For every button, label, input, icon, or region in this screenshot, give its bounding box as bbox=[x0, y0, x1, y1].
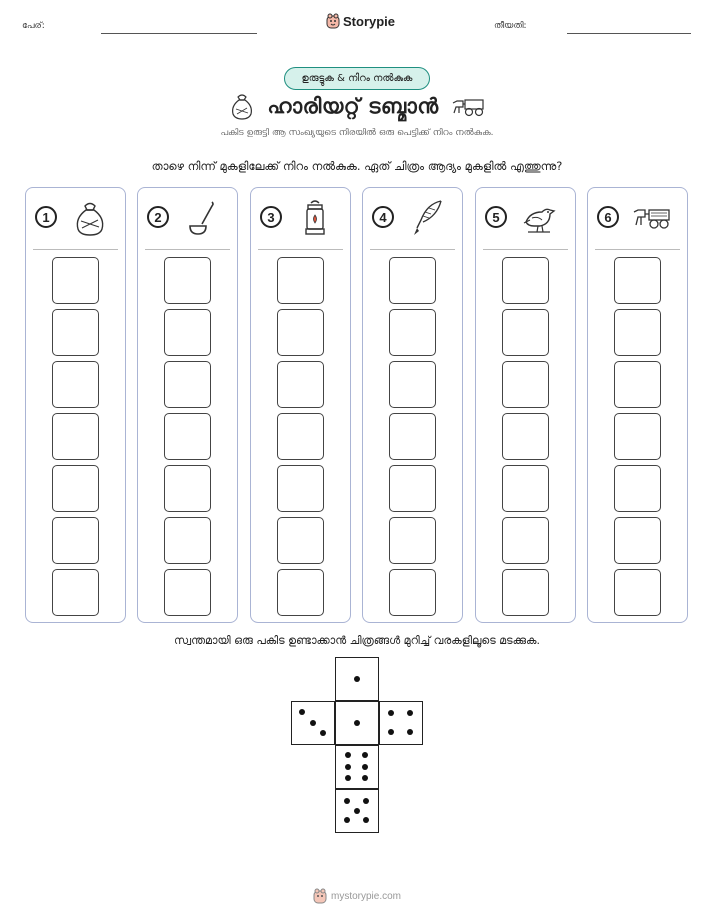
footer-url[interactable]: mystorypie.com bbox=[330, 890, 401, 902]
column-divider bbox=[145, 249, 230, 250]
column-2 bbox=[137, 187, 238, 623]
color-box[interactable] bbox=[389, 361, 436, 408]
die-pip bbox=[362, 764, 368, 770]
column-5 bbox=[475, 187, 576, 623]
die-pip bbox=[344, 817, 350, 823]
column-divider bbox=[483, 249, 568, 250]
color-box[interactable] bbox=[164, 569, 211, 616]
die-face-1[interactable] bbox=[335, 657, 379, 701]
quill-icon bbox=[407, 198, 447, 238]
color-box[interactable] bbox=[502, 465, 549, 512]
color-box[interactable] bbox=[614, 465, 661, 512]
column-header bbox=[476, 188, 575, 248]
column-4 bbox=[362, 187, 463, 623]
die-pip bbox=[344, 798, 350, 804]
column-1 bbox=[25, 187, 126, 623]
color-box[interactable] bbox=[502, 413, 549, 460]
column-header bbox=[251, 188, 350, 248]
sack-icon bbox=[70, 198, 110, 238]
die-pip bbox=[354, 720, 360, 726]
fold-instruction: സ്വന്തമായി ഒരു പകിട ഉണ്ടാക്കാൻ ചിത്രങ്ങൾ മുറിച്ച് വരകളിലൂടെ മടക്കുക. bbox=[174, 634, 540, 647]
color-box[interactable] bbox=[389, 569, 436, 616]
storypie-mascot-icon bbox=[313, 888, 327, 904]
column-number: 4 bbox=[372, 206, 394, 228]
color-box[interactable] bbox=[277, 361, 324, 408]
name-label: പേര്: bbox=[22, 21, 45, 31]
die-pip bbox=[345, 764, 351, 770]
color-box[interactable] bbox=[277, 257, 324, 304]
die-pip bbox=[345, 752, 351, 758]
color-box[interactable] bbox=[52, 361, 99, 408]
color-box[interactable] bbox=[389, 465, 436, 512]
column-header bbox=[588, 188, 687, 248]
lantern-icon bbox=[295, 198, 335, 238]
color-box[interactable] bbox=[164, 517, 211, 564]
column-6 bbox=[587, 187, 688, 623]
color-box[interactable] bbox=[52, 465, 99, 512]
column-header bbox=[363, 188, 462, 248]
column-number: 5 bbox=[485, 206, 507, 228]
color-box[interactable] bbox=[389, 257, 436, 304]
color-box[interactable] bbox=[164, 465, 211, 512]
column-number: 2 bbox=[147, 206, 169, 228]
die-pip bbox=[362, 775, 368, 781]
subtitle: പകിട ഉരുട്ടി ആ സംഖ്യയുടെ നിരയിൽ ഒരു പെട്ടിക്ക് നിറം നൽകുക. bbox=[220, 128, 494, 138]
column-divider bbox=[33, 249, 118, 250]
die-face-3[interactable] bbox=[291, 701, 335, 745]
color-box[interactable] bbox=[164, 309, 211, 356]
color-box[interactable] bbox=[502, 517, 549, 564]
die-pip bbox=[354, 676, 360, 682]
die-pip bbox=[388, 729, 394, 735]
footer bbox=[0, 888, 714, 904]
color-box[interactable] bbox=[614, 309, 661, 356]
color-box[interactable] bbox=[614, 257, 661, 304]
brand-name: Storypie bbox=[343, 13, 396, 29]
die-face-6[interactable] bbox=[335, 745, 379, 789]
die-pip bbox=[363, 798, 369, 804]
die-face-1[interactable] bbox=[335, 701, 379, 745]
color-box[interactable] bbox=[277, 413, 324, 460]
die-pip bbox=[362, 752, 368, 758]
color-box[interactable] bbox=[614, 361, 661, 408]
color-box[interactable] bbox=[164, 361, 211, 408]
color-box[interactable] bbox=[614, 517, 661, 564]
column-3 bbox=[250, 187, 351, 623]
bird-icon bbox=[520, 198, 560, 238]
die-pip bbox=[299, 709, 305, 715]
brand-logo bbox=[326, 13, 395, 29]
color-box[interactable] bbox=[389, 309, 436, 356]
column-divider bbox=[370, 249, 455, 250]
die-pip bbox=[354, 808, 360, 814]
color-box[interactable] bbox=[52, 569, 99, 616]
activity-tag: ഉരുട്ടുക & നിറം നൽകുക bbox=[284, 67, 430, 90]
page-title: ഹാരിയറ്റ് ടബ്മാൻ bbox=[267, 93, 439, 118]
storypie-mascot-icon bbox=[326, 13, 340, 29]
date-label: തീയതി: bbox=[494, 21, 527, 31]
color-box[interactable] bbox=[164, 257, 211, 304]
color-box[interactable] bbox=[389, 413, 436, 460]
title-row bbox=[0, 92, 714, 120]
die-face-5[interactable] bbox=[335, 789, 379, 833]
instruction: താഴെ നിന്ന് മുകളിലേക്ക് നിറം നൽകുക. ഏത് ചിത്രം ആദ്യം മുകളിൽ എത്തുന്നു? bbox=[151, 159, 563, 173]
column-header bbox=[26, 188, 125, 248]
column-number: 6 bbox=[597, 206, 619, 228]
column-number: 3 bbox=[260, 206, 282, 228]
die-pip bbox=[363, 817, 369, 823]
color-box[interactable] bbox=[614, 569, 661, 616]
color-box[interactable] bbox=[502, 361, 549, 408]
color-box[interactable] bbox=[164, 413, 211, 460]
die-pip bbox=[345, 775, 351, 781]
color-box[interactable] bbox=[277, 517, 324, 564]
die-pip bbox=[407, 710, 413, 716]
ladle-icon bbox=[182, 198, 222, 238]
color-box[interactable] bbox=[52, 257, 99, 304]
color-box[interactable] bbox=[502, 309, 549, 356]
color-box[interactable] bbox=[52, 309, 99, 356]
color-box[interactable] bbox=[52, 413, 99, 460]
die-pip bbox=[388, 710, 394, 716]
color-box[interactable] bbox=[502, 569, 549, 616]
color-box[interactable] bbox=[614, 413, 661, 460]
die-pip bbox=[407, 729, 413, 735]
color-box[interactable] bbox=[277, 309, 324, 356]
column-number: 1 bbox=[35, 206, 57, 228]
color-box[interactable] bbox=[502, 257, 549, 304]
die-face-4[interactable] bbox=[379, 701, 423, 745]
color-box[interactable] bbox=[52, 517, 99, 564]
color-box[interactable] bbox=[277, 465, 324, 512]
die-pip bbox=[310, 720, 316, 726]
die-pip bbox=[320, 730, 326, 736]
wagon-icon bbox=[632, 198, 672, 238]
color-box[interactable] bbox=[277, 569, 324, 616]
column-divider bbox=[258, 249, 343, 250]
wagon-icon bbox=[451, 95, 485, 117]
column-header bbox=[138, 188, 237, 248]
color-box[interactable] bbox=[389, 517, 436, 564]
name-line[interactable] bbox=[101, 33, 257, 34]
column-divider bbox=[595, 249, 680, 250]
date-line[interactable] bbox=[567, 33, 691, 34]
sack-icon bbox=[229, 92, 255, 120]
